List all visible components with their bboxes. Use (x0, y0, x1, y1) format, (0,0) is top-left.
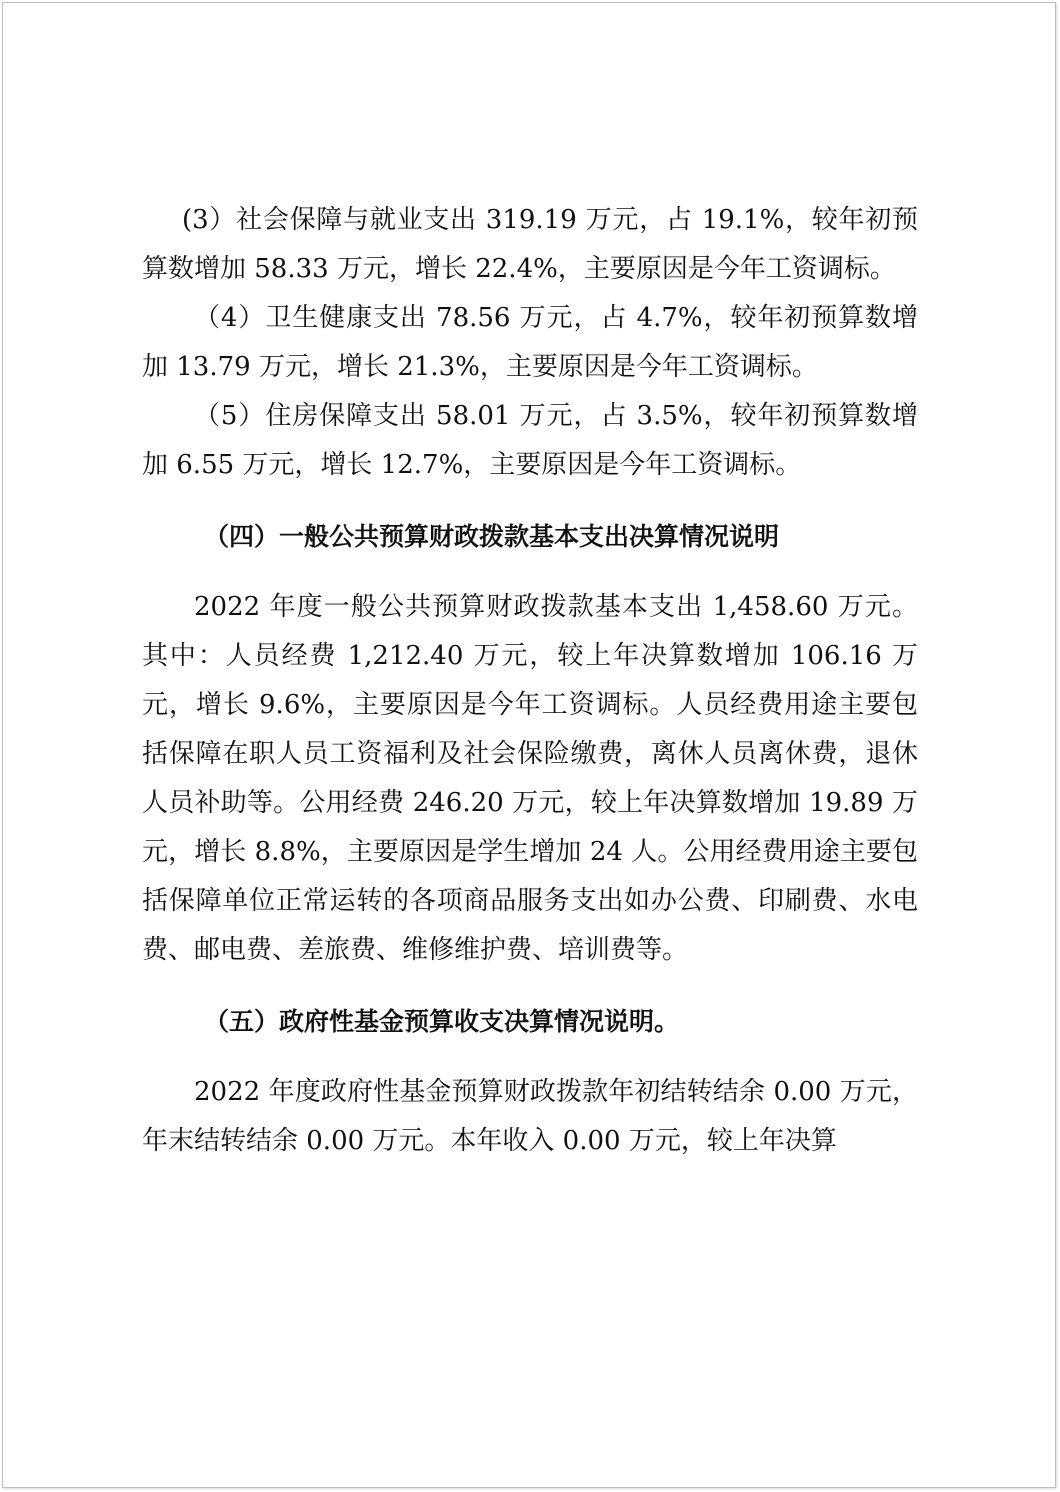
section-heading-4: （四）一般公共预算财政拨款基本支出决算情况说明 (204, 522, 780, 551)
paragraph-housing: （5）住房保障支出 58.01 万元，占 3.5%，较年初预算数增加 6.55 万元，增长 12.7%，主要原因是今年工资调标。 (142, 401, 918, 480)
spacer (142, 1046, 918, 1068)
document-body (142, 196, 918, 1166)
spacer (142, 561, 918, 583)
paragraph-social-security: (3）社会保障与就业支出 319.19 万元，占 19.1%，较年初预算数增加 58.33 万元，增长 22.4%，主要原因是今年工资调标。 (142, 205, 918, 284)
paragraph-health: （4）卫生健康支出 78.56 万元，占 4.7%，较年初预算数增加 13.79 万元，增长 21.3%，主要原因是今年工资调标。 (142, 303, 918, 382)
paragraph-basic-expenditure: 2022 年度一般公共预算财政拨款基本支出 1,458.60 万元。其中：人员经费 1,212.40 万元，较上年决算数增加 106.16 万元，增长 9.6%，主要原因是今年工资调标。人员经费用途主要包括保障在职人员工资福利及社会保险缴费，离休人员离休费，退休人员补助等。公用经费 246.20 万元，较上年决算数增加 19.89 万元，增长 8.8%，主要原因是学生增加 24 人。公用经费用途主要包括保障单位正常运转的各项商品服务支出如办公费、印刷费、水电费、邮电费、差旅费、维修维护费、培训费等。 (142, 592, 918, 965)
spacer (142, 975, 918, 997)
paragraph-government-fund: 2022 年度政府性基金预算财政拨款年初结转结余 0.00 万元，年末结转结余 0.00 万元。本年收入 0.00 万元，较上年决算 (142, 1077, 918, 1156)
spacer (142, 490, 918, 512)
section-heading-5: （五）政府性基金预算收支决算情况说明。 (204, 1007, 680, 1036)
